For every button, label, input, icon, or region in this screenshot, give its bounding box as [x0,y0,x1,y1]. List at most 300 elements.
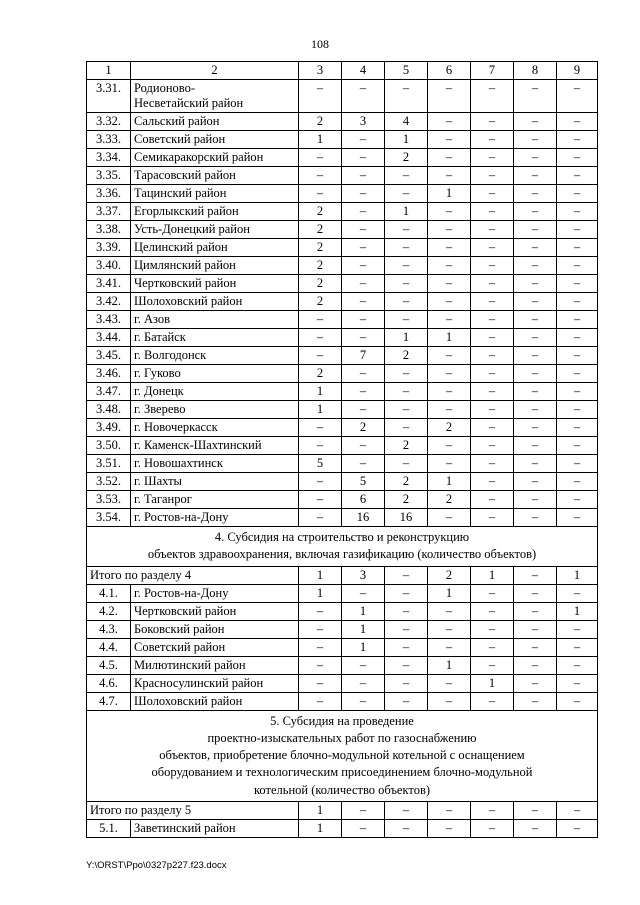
row-number: 3.40. [87,257,131,275]
value-cell: – [428,149,471,167]
row-name: Цимлянский район [131,257,299,275]
row-name: г. Таганрог [131,491,299,509]
value-cell: – [557,311,598,329]
value-cell: – [428,239,471,257]
value-cell: – [514,347,557,365]
value-cell: – [471,419,514,437]
row-number: 3.36. [87,185,131,203]
value-cell: – [342,584,385,602]
table-row [87,584,598,602]
row-name: Шолоховский район [131,293,299,311]
value-cell: – [428,820,471,838]
value-cell: 2 [299,221,342,239]
row-number: 3.45. [87,347,131,365]
row-name: Усть-Донецкий район [131,221,299,239]
value-cell: – [557,239,598,257]
row-number: 3.54. [87,509,131,527]
value-cell: – [428,620,471,638]
value-cell: – [514,674,557,692]
value-cell: – [471,437,514,455]
value-cell: – [428,365,471,383]
value-cell: – [342,820,385,838]
value-cell: – [471,221,514,239]
row-name: г. Ростов-на-Дону [131,584,299,602]
table-row [87,656,598,674]
value-cell: – [299,329,342,347]
value-cell: – [514,584,557,602]
value-cell: – [385,656,428,674]
value-cell: – [514,455,557,473]
value-cell: – [514,311,557,329]
value-cell: – [299,692,342,710]
value-cell: – [428,347,471,365]
value-cell: – [471,584,514,602]
value-cell: – [514,167,557,185]
header-cell: 8 [514,62,557,80]
value-cell: – [342,239,385,257]
value-cell: – [557,293,598,311]
table-row [87,113,598,131]
value-cell: – [471,311,514,329]
value-cell: – [514,491,557,509]
value-cell: 2 [385,437,428,455]
value-cell: – [514,293,557,311]
value-cell: – [514,221,557,239]
total-value-cell: 3 [342,566,385,584]
total-value-cell: – [557,802,598,820]
value-cell: – [428,257,471,275]
value-cell: – [428,131,471,149]
table-row [87,221,598,239]
value-cell: – [471,347,514,365]
value-cell: – [471,383,514,401]
row-name: Егорлыкский район [131,203,299,221]
value-cell: – [342,257,385,275]
value-cell: – [557,638,598,656]
value-cell: 16 [385,509,428,527]
row-number: 3.51. [87,455,131,473]
value-cell: 2 [428,419,471,437]
row-name: Красносулинский район [131,674,299,692]
value-cell: – [342,311,385,329]
row-name: Милютинский район [131,656,299,674]
total-value-cell: 1 [299,566,342,584]
row-number: 3.38. [87,221,131,239]
total-label: Итого по разделу 5 [87,802,299,820]
value-cell: – [299,419,342,437]
value-cell: – [514,149,557,167]
row-number: 3.48. [87,401,131,419]
row-number: 4.4. [87,638,131,656]
table-row [87,620,598,638]
value-cell: – [471,275,514,293]
value-cell: – [471,620,514,638]
value-cell: – [557,491,598,509]
value-cell: – [428,437,471,455]
value-cell: – [428,674,471,692]
value-cell: – [471,80,514,113]
value-cell: – [385,365,428,383]
total-value-cell: – [385,566,428,584]
row-number: 3.39. [87,239,131,257]
value-cell: – [557,584,598,602]
value-cell: – [471,113,514,131]
value-cell: 16 [342,509,385,527]
value-cell: 1 [385,203,428,221]
row-number: 4.2. [87,602,131,620]
table-row [87,602,598,620]
value-cell: 2 [299,203,342,221]
row-name: Чертковский район [131,602,299,620]
row-name: Шолоховский район [131,692,299,710]
table-row [87,149,598,167]
header-cell: 7 [471,62,514,80]
value-cell: – [471,131,514,149]
table-row [87,239,598,257]
row-number: 3.53. [87,491,131,509]
table-row [87,692,598,710]
value-cell: – [557,455,598,473]
table-row [87,455,598,473]
value-cell: – [557,437,598,455]
value-cell: 2 [385,347,428,365]
row-number: 3.35. [87,167,131,185]
value-cell: – [471,185,514,203]
value-cell: – [385,674,428,692]
value-cell: – [385,820,428,838]
value-cell: – [471,203,514,221]
table-row [87,638,598,656]
total-value-cell: 2 [428,566,471,584]
value-cell: – [557,275,598,293]
value-cell: – [514,365,557,383]
value-cell: – [514,419,557,437]
value-cell: – [514,401,557,419]
value-cell: – [299,638,342,656]
value-cell: 1 [342,620,385,638]
value-cell: – [299,185,342,203]
row-name: г. Новочеркасск [131,419,299,437]
value-cell: – [514,638,557,656]
row-name: г. Волгодонск [131,347,299,365]
value-cell: – [428,80,471,113]
header-cell: 2 [131,62,299,80]
row-name: Заветинский район [131,820,299,838]
value-cell: – [342,275,385,293]
value-cell: – [514,113,557,131]
value-cell: – [428,221,471,239]
value-cell: – [342,293,385,311]
row-number: 3.52. [87,473,131,491]
value-cell: 1 [385,131,428,149]
row-name: г. Азов [131,311,299,329]
value-cell: – [385,419,428,437]
value-cell: – [385,383,428,401]
value-cell: – [299,80,342,113]
value-cell: – [471,455,514,473]
value-cell: 2 [385,491,428,509]
value-cell: – [514,437,557,455]
value-cell: – [557,329,598,347]
value-cell: – [514,509,557,527]
total-value-cell: – [471,802,514,820]
value-cell: – [428,203,471,221]
value-cell: – [471,638,514,656]
value-cell: – [342,167,385,185]
section-title: 5. Субсидия на проведение проектно-изыскательных работ по газоснабжению объектов, приобретение блочно-модульной котельной с оснащением оборудованием и технологическим присоединением блочно-модульной котельной (количество объектов) [87,710,598,801]
header-cell: 6 [428,62,471,80]
value-cell: – [471,820,514,838]
value-cell: 2 [299,257,342,275]
value-cell: – [514,473,557,491]
value-cell: 2 [342,419,385,437]
table-row [87,311,598,329]
table-row [87,347,598,365]
total-value-cell: – [514,802,557,820]
value-cell: – [385,584,428,602]
total-value-cell: 1 [299,802,342,820]
value-cell: – [385,311,428,329]
value-cell: – [557,620,598,638]
value-cell: – [385,80,428,113]
value-cell: 2 [385,149,428,167]
value-cell: – [514,257,557,275]
header-cell: 3 [299,62,342,80]
value-cell: – [557,473,598,491]
value-cell: – [514,185,557,203]
table-row [87,275,598,293]
table-row [87,419,598,437]
value-cell: – [385,602,428,620]
value-cell: – [428,455,471,473]
value-cell: – [342,80,385,113]
section-title: 4. Субсидия на строительство и реконструкцию объектов здравоохранения, включая газификацию (количество объектов) [87,527,598,567]
value-cell: 1 [428,329,471,347]
value-cell: – [299,674,342,692]
value-cell: – [385,455,428,473]
value-cell: – [557,149,598,167]
value-cell: 1 [299,131,342,149]
value-cell: – [299,473,342,491]
value-cell: – [514,131,557,149]
value-cell: 1 [299,820,342,838]
row-name: г. Каменск-Шахтинский [131,437,299,455]
value-cell: 1 [428,473,471,491]
value-cell: – [557,401,598,419]
total-value-cell: – [342,802,385,820]
value-cell: – [471,293,514,311]
value-cell: 2 [428,491,471,509]
row-name: Родионово- Несветайский район [131,80,299,113]
value-cell: – [299,602,342,620]
value-cell: – [557,203,598,221]
value-cell: – [471,149,514,167]
value-cell: – [342,674,385,692]
table-row [87,293,598,311]
table-row [87,383,598,401]
value-cell: – [299,347,342,365]
row-number: 3.32. [87,113,131,131]
value-cell: – [557,113,598,131]
value-cell: – [299,149,342,167]
value-cell: 4 [385,113,428,131]
row-number: 3.41. [87,275,131,293]
value-cell: – [342,455,385,473]
value-cell: 2 [299,113,342,131]
value-cell: – [299,167,342,185]
total-value-cell: – [428,802,471,820]
value-cell: – [557,419,598,437]
value-cell: – [471,365,514,383]
value-cell: – [557,656,598,674]
section-5-heading [87,710,598,801]
value-cell: – [342,185,385,203]
row-name: Сальский район [131,113,299,131]
table-row [87,491,598,509]
value-cell: – [514,656,557,674]
value-cell: 1 [299,401,342,419]
value-cell: – [557,257,598,275]
header-cell: 9 [557,62,598,80]
value-cell: – [428,638,471,656]
value-cell: – [385,257,428,275]
value-cell: – [385,221,428,239]
value-cell: – [471,491,514,509]
value-cell: – [385,167,428,185]
row-number: 3.47. [87,383,131,401]
page-number: 108 [311,37,329,51]
total-value-cell: – [385,802,428,820]
row-number: 3.33. [87,131,131,149]
value-cell: – [342,329,385,347]
row-name: Целинский район [131,239,299,257]
value-cell: 1 [428,584,471,602]
value-cell: 1 [342,602,385,620]
table-row [87,185,598,203]
total-value-cell: 1 [557,566,598,584]
value-cell: 2 [299,365,342,383]
value-cell: – [342,365,385,383]
value-cell: – [514,383,557,401]
row-number: 3.49. [87,419,131,437]
value-cell: – [514,80,557,113]
value-cell: – [557,692,598,710]
row-name: Советский район [131,638,299,656]
row-name: Семикаракорский район [131,149,299,167]
row-number: 4.7. [87,692,131,710]
value-cell: – [471,329,514,347]
value-cell: – [471,509,514,527]
table-row [87,167,598,185]
value-cell: 3 [342,113,385,131]
value-cell: – [299,437,342,455]
value-cell: 5 [299,455,342,473]
value-cell: – [385,185,428,203]
value-cell: – [342,656,385,674]
row-number: 3.43. [87,311,131,329]
value-cell: 1 [342,638,385,656]
value-cell: – [514,602,557,620]
value-cell: – [471,257,514,275]
value-cell: 2 [299,275,342,293]
row-number: 3.42. [87,293,131,311]
total-value-cell: 1 [471,566,514,584]
value-cell: – [428,275,471,293]
total-row [87,566,598,584]
value-cell: – [385,275,428,293]
value-cell: 1 [428,185,471,203]
table-row [87,365,598,383]
value-cell: – [471,239,514,257]
value-cell: 1 [299,383,342,401]
section-4-heading [87,527,598,567]
value-cell: – [299,656,342,674]
value-cell: – [342,692,385,710]
value-cell: – [385,293,428,311]
value-cell: – [557,820,598,838]
value-cell: – [299,311,342,329]
value-cell: 2 [299,239,342,257]
value-cell: – [299,620,342,638]
value-cell: – [342,437,385,455]
file-path-footer: Y:\ORST\Ppo\0327p227.f23.docx [86,860,227,871]
table-row [87,203,598,221]
data-table [86,61,598,838]
value-cell: – [471,473,514,491]
value-cell: 1 [557,602,598,620]
value-cell: – [514,820,557,838]
row-name: г. Ростов-на-Дону [131,509,299,527]
value-cell: – [428,602,471,620]
total-label: Итого по разделу 4 [87,566,299,584]
value-cell: – [557,131,598,149]
row-name: Чертковский район [131,275,299,293]
value-cell: – [514,329,557,347]
value-cell: – [471,692,514,710]
value-cell: – [557,185,598,203]
row-name: Тарасовский район [131,167,299,185]
table-row [87,473,598,491]
header-row [87,62,598,80]
value-cell: – [514,239,557,257]
row-number: 3.34. [87,149,131,167]
row-number: 4.5. [87,656,131,674]
row-name: г. Донецк [131,383,299,401]
value-cell: 1 [299,584,342,602]
value-cell: – [514,620,557,638]
value-cell: – [428,401,471,419]
header-cell: 1 [87,62,131,80]
value-cell: – [557,167,598,185]
table-row [87,131,598,149]
value-cell: – [514,203,557,221]
table-row [87,820,598,838]
row-number: 3.44. [87,329,131,347]
value-cell: – [557,383,598,401]
value-cell: – [471,656,514,674]
value-cell: – [428,293,471,311]
value-cell: – [342,383,385,401]
value-cell: – [471,401,514,419]
value-cell: 6 [342,491,385,509]
value-cell: – [428,692,471,710]
value-cell: – [428,311,471,329]
value-cell: – [342,401,385,419]
value-cell: 7 [342,347,385,365]
row-name: Тацинский район [131,185,299,203]
value-cell: – [514,692,557,710]
value-cell: – [557,674,598,692]
